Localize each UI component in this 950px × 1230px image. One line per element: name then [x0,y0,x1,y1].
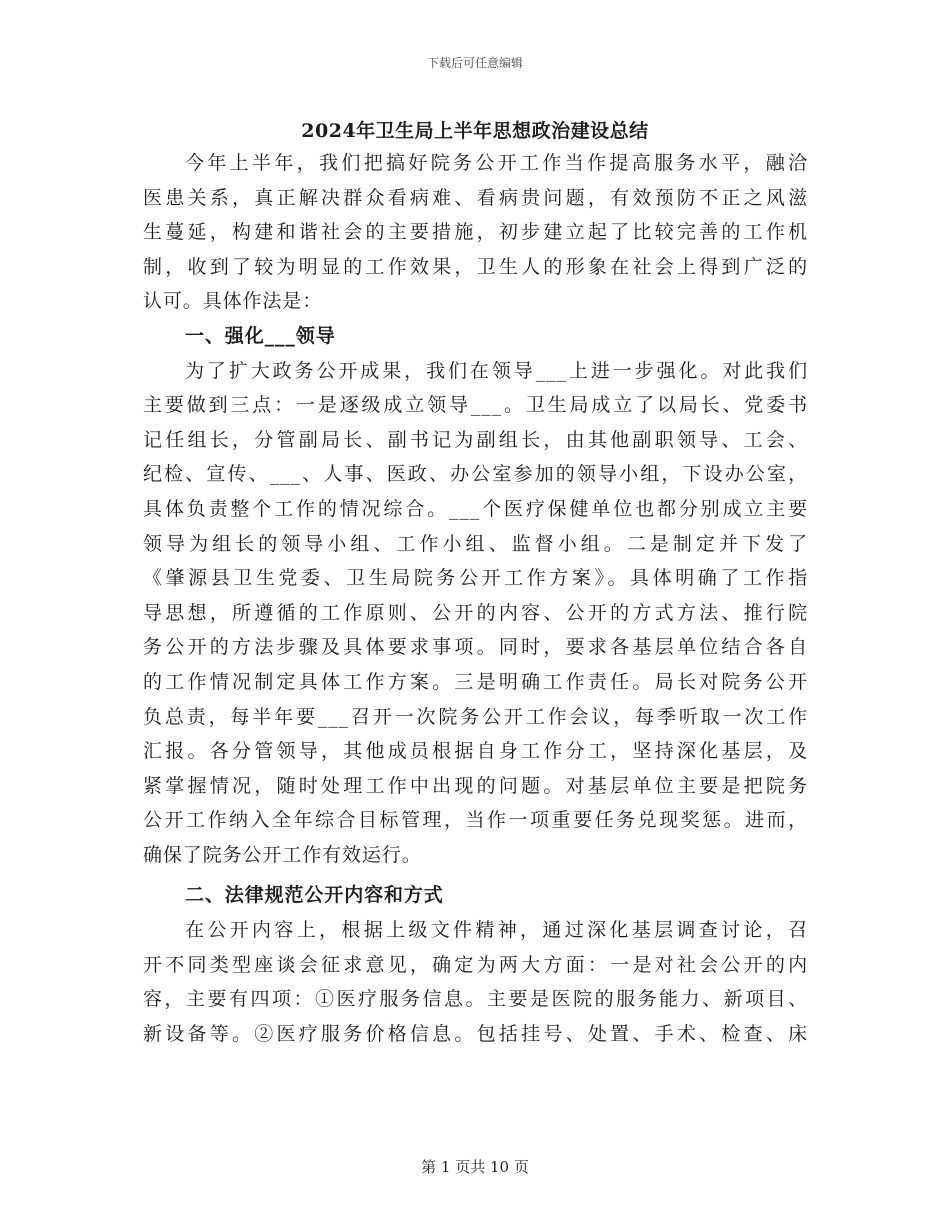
paragraph-line: 领导为组长的领导小组、工作小组、监督小组。二是制定并下发了 [143,532,808,555]
paragraph-line: 今年上半年，我们把搞好院务公开工作当作提高服务水平，融洽 [185,152,808,174]
paragraph-line: 的工作情况制定具体工作方案。三是明确工作责任。局长对院务公开 [143,670,808,693]
paragraph-line: 记任组长，分管副局长、副书记为副组长，由其他副职领导、工会、 [143,428,808,451]
paragraph-line: 务公开的方法步骤及具体要求事项。同时，要求各基层单位结合各自 [143,636,808,659]
paragraph-line: 紧掌握情况，随时处理工作中出现的问题。对基层单位主要是把院务 [143,774,808,797]
section-heading-1: 一、强化___领导 [185,324,336,347]
paragraph-line: 容，主要有四项：①医疗服务信息。主要是医院的服务能力、新项目、 [143,988,808,1011]
paragraph-line: 负总责，每半年要___召开一次院务公开工作会议，每季听取一次工作 [143,705,808,728]
paragraph-line: 《肇源县卫生党委、卫生局院务公开工作方案》。具体明确了工作指 [143,567,808,590]
paragraph-line: 公开工作纳入全年综合目标管理，当作一项重要任务兑现奖惩。进而， [143,809,808,832]
document-body [143,146,808,1051]
paragraph-line: 医患关系，真正解决群众看病难、看病贵问题，有效预防不正之风滋 [143,186,808,209]
paragraph-line: 认可。具体作法是： [143,290,323,313]
section-heading-2: 二、法律规范公开内容和方式 [185,884,444,907]
page-number: 第 1 页共 10 页 [421,1158,529,1176]
paragraph-line: 确保了院务公开工作有效运行。 [143,843,422,866]
paragraph-line: 制，收到了较为明显的工作效果，卫生人的形象在社会上得到广泛的 [143,255,808,278]
paragraph-line: 新设备等。②医疗服务价格信息。包括挂号、处置、手术、检查、床 [143,1022,808,1045]
paragraph-line: 汇报。各分管领导，其他成员根据自身工作分工，坚持深化基层，及 [143,740,808,763]
paragraph-line: 具体负责整个工作的情况综合。___个医疗保健单位也都分别成立主要 [143,497,808,520]
page-header-note: 下载后可任意编辑 [426,56,523,70]
paragraph-line: 为了扩大政务公开成果，我们在领导___上进一步强化。对此我们 [185,359,808,382]
paragraph-line: 主要做到三点：一是逐级成立领导___。卫生局成立了以局长、党委书 [143,394,808,417]
paragraph-line: 导思想，所遵循的工作原则、公开的内容、公开的方式方法、推行院 [143,601,808,624]
paragraph-line: 纪检、宣传、___、人事、医政、办公室参加的领导小组，下设办公室， [143,463,808,486]
document-title: 2024年卫生局上半年思想政治建设总结 [301,120,649,142]
paragraph-line: 开不同类型座谈会征求意见，确定为两大方面：一是对社会公开的内 [143,953,808,976]
paragraph-line: 在公开内容上，根据上级文件精神，通过深化基层调查讨论，召 [185,919,808,942]
paragraph-line: 生蔓延，构建和谐社会的主要措施，初步建立起了比较完善的工作机 [143,221,808,244]
